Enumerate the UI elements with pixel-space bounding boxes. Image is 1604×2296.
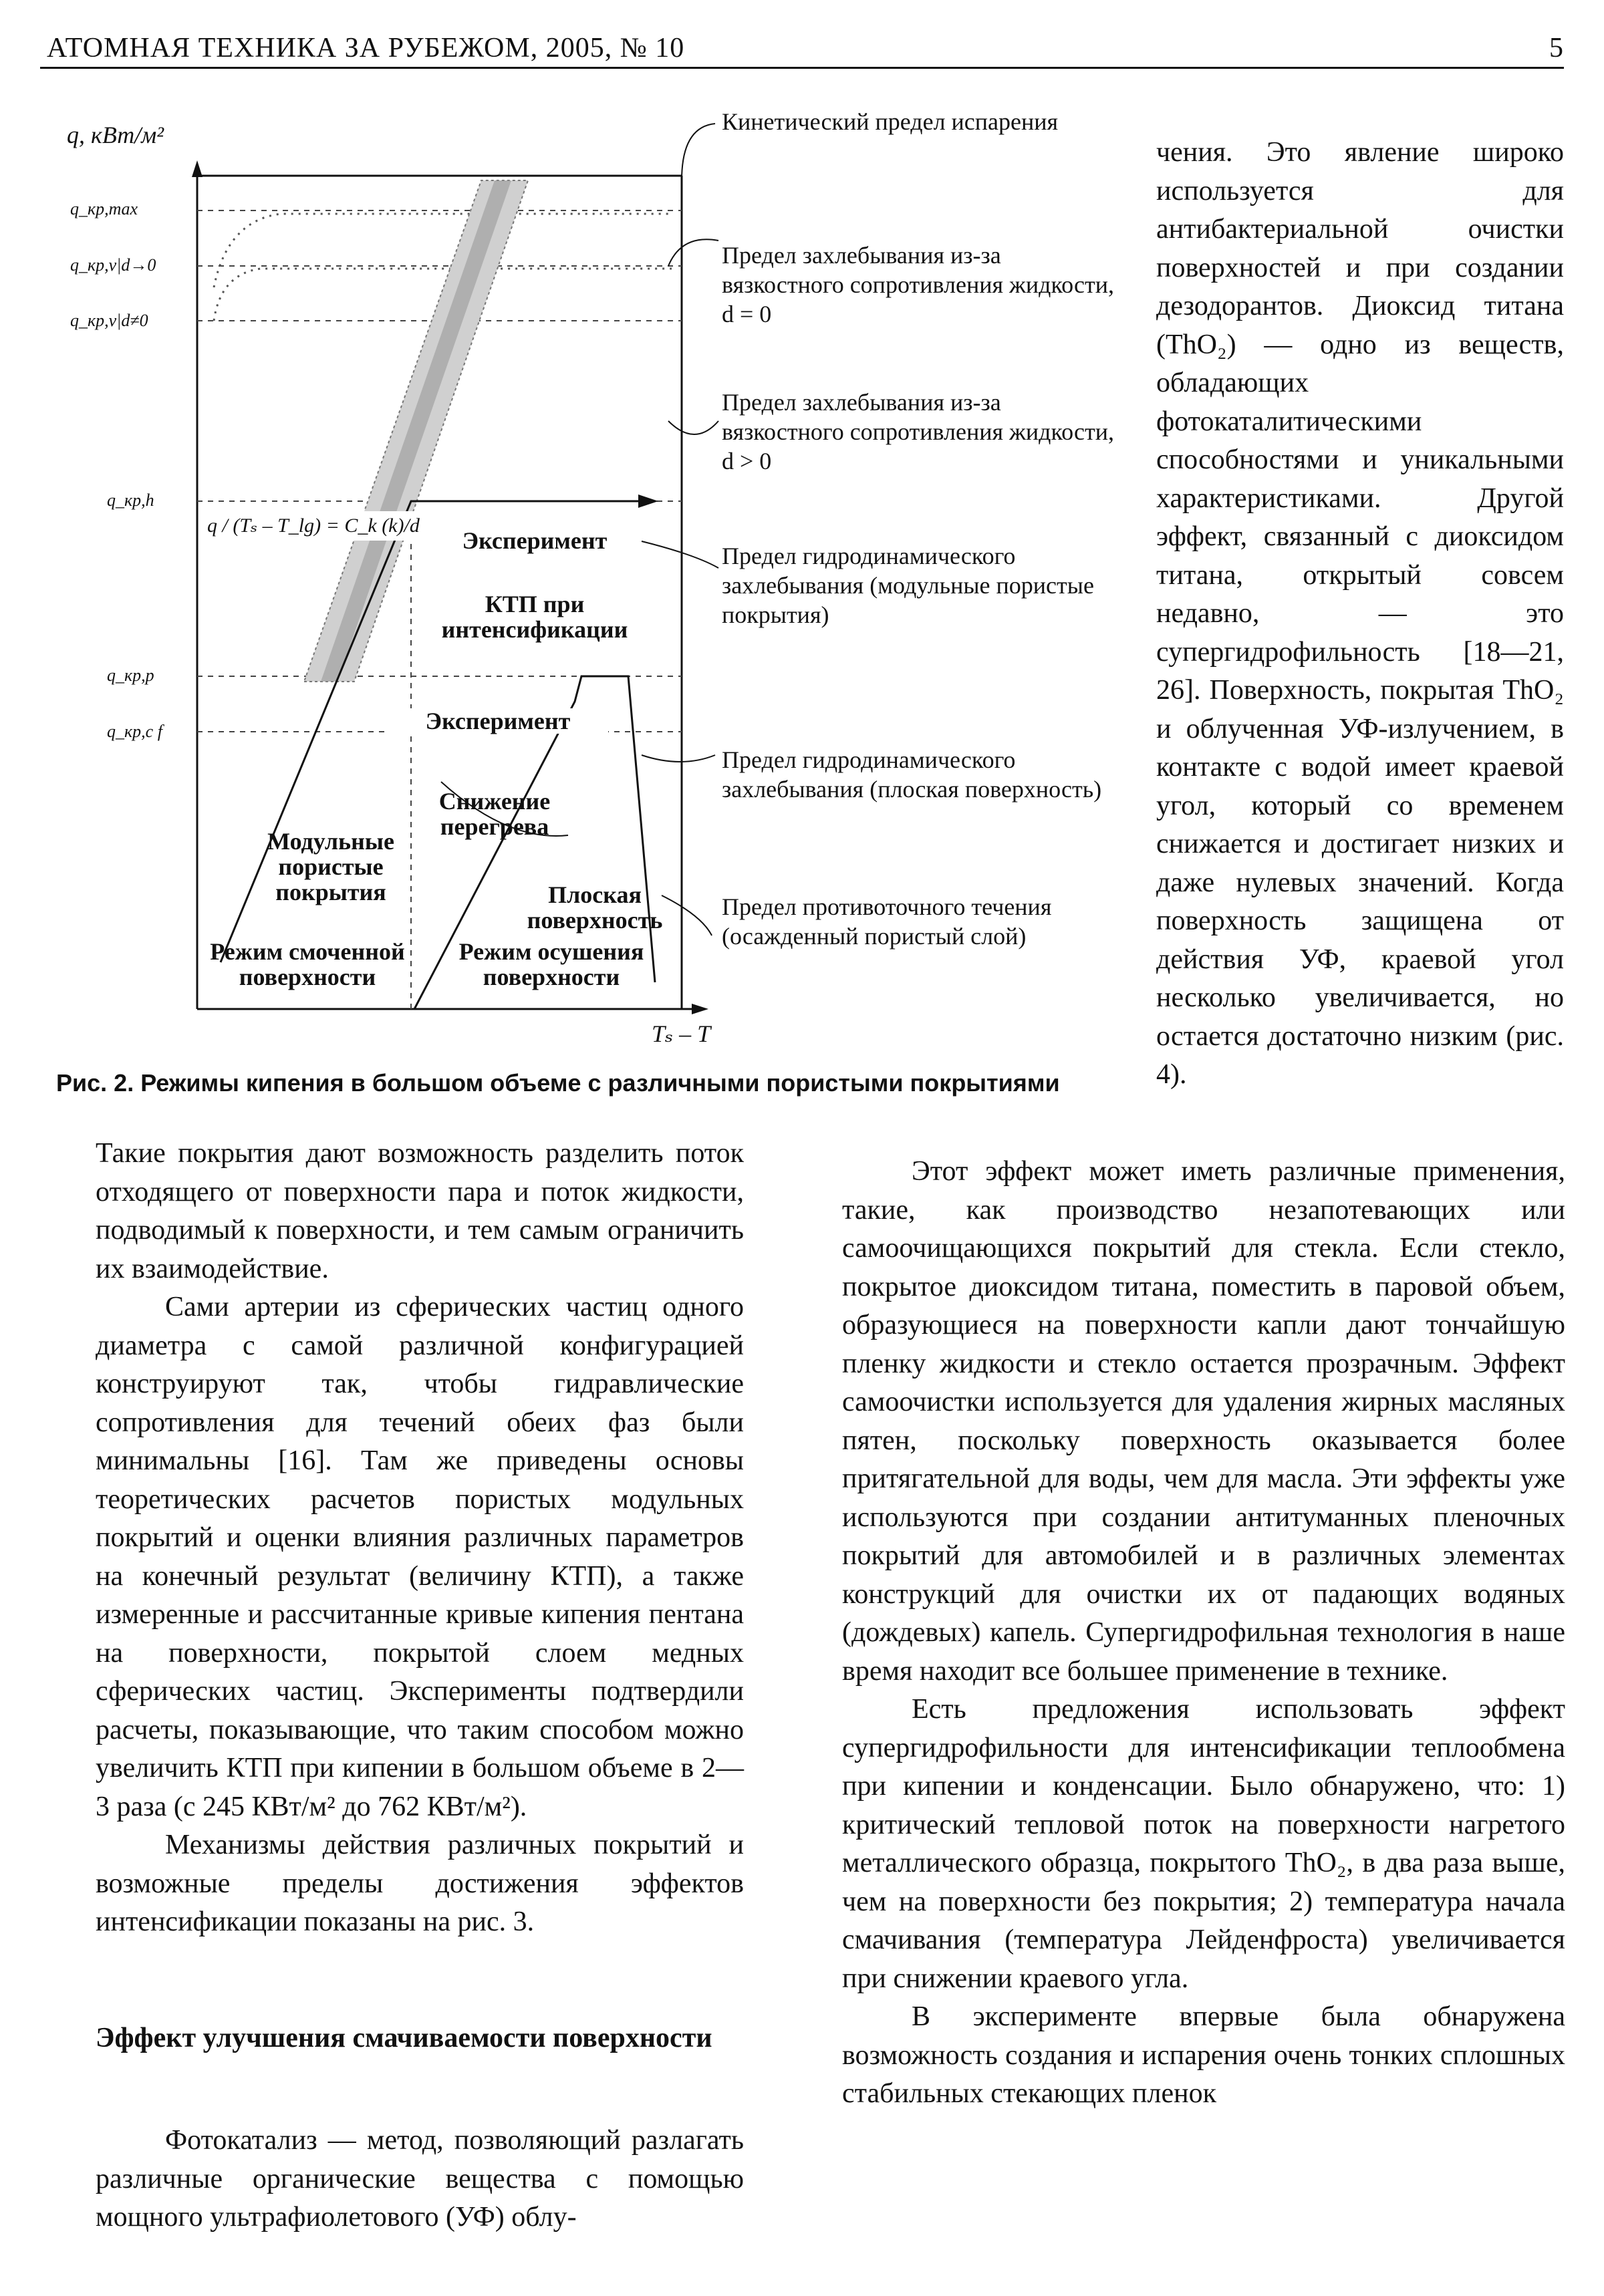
label-dry-mode: Режим осушения поверхности [458,938,644,990]
ytick-qkr-viscous-dne0: q_кр,ν|d≠0 [70,311,148,330]
x-axis-arrow [692,1004,708,1014]
annotation-viscous-dgt0: Предел захлебывания из-за вязкостного сопротивления жидкости, d > 0 [722,389,1115,474]
paragraph: Есть предложения использовать эффект супергидрофильности для интенсификации теплообмена при кипении и конденсации. Было обнаружено, что: 1) критический тепловой поток на поверхности нагретого металлического образца, покрытого ThO₂, в два раза выше, чем на поверхности без покрытия; 2) температура начала смачивания (температура Лейденфроста) увеличивается при снижении краевого угла. [842,1694,1565,1994]
label-wet-mode: Режим смоченной поверхности [210,938,405,990]
label-flat-surface: Плоская поверхность [527,881,663,934]
annotation-hydro-modular: Предел гидродинамического захлебывания (модульные пористые покрытия) [722,543,1094,628]
y-axis-arrow [192,160,203,177]
annotation-viscous-d0: Предел захлебывания из-за вязкостного сопротивления жидкости, d = 0 [722,242,1115,327]
ytick-qkr-cf: q_кр,c f [107,722,162,741]
x-axis-label: Tₛ – T [652,1020,711,1047]
ytick-qkr-h: q_кр,h [107,490,154,510]
figure-boiling-regimes [40,100,1123,1089]
right-bottom-column [842,1153,1565,2114]
section-heading: Эффект улучшения смачиваемости поверхности [96,2023,712,2053]
label-experiment-1: Эксперимент [441,528,628,553]
formula: q / (Tₛ – T_lg) = C_k (k)/d [207,511,420,541]
curve-arrow [638,494,658,508]
journal-title: АТОМНАЯ ТЕХНИКА ЗА РУБЕЖОМ, 2005, № 10 [47,33,685,63]
annotation-leaders [642,124,718,936]
paragraph: Фотокатализ — метод, позволяющий разлагать различные органические вещества с помощью мощного ультрафиолетового (УФ) облу- [96,2125,744,2233]
page-number: 5 [1549,33,1564,63]
label-experiment-2: Эксперимент [388,708,608,734]
left-column-continued [96,2122,744,2237]
kinetic-limit-curve [214,214,672,287]
label-overheat: Снижение перегрева [438,788,551,840]
left-column [96,1135,744,1942]
paragraph: Такие покрытия дают возможность разделить поток отходящего от поверхности пара и поток жидкости, подводимый к поверхности, и тем самым ограничить их взаимодействие. [96,1138,744,1284]
paragraph: Этот эффект может иметь различные применения, такие, как производство незапотевающих или самоочищающихся покрытий для стекла. Если стекло, покрытое диоксидом титана, поместить в паровой объем, образующиеся на поверхности капли дают тончайшую пленку жидкости и стекло остается прозрачным. Эффект самоочистки используется для удаления жирных масляных пятен, поскольку поверхность оказывается более притягательной для воды, чем для масла. Эти эффекты уже используются при создании антитуманных пленочных покрытий для автомобилей и в различных элементах конструкций для очистки их от падающих водяных (дождевых) капель. Супергидрофильная технология в наше время находит все большее применение в технике. [842,1156,1565,1687]
figure-caption: Рис. 2. Режимы кипения в большом объеме с различными пористыми покрытиями [56,1069,1060,1097]
annotation-countercurrent: Предел противоточного течения (осажденный пористый слой) [722,893,1052,950]
ytick-qkr-viscous-d0: q_кр,ν|d→0 [70,255,156,275]
annotation-hydro-flat: Предел гидродинамического захлебывания (плоская поверхность) [722,746,1102,803]
ytick-qkr-max: q_кр,max [70,199,138,219]
ytick-qkr-p: q_кр,p [107,666,154,685]
right-top-column [1156,134,1564,1095]
paragraph: чения. Это явление широко используется для антибактериальной очистки поверхностей и при создании дезодорантов. Диоксид титана (ThO₂) — одно из веществ, обладающих фотокаталитическими способностями и уникальными характеристиками. Другой эффект, связанный с диоксидом титана, открытый совсем недавно, — это супергидрофильность [18—21, 26]. Поверхность, покрытая ThO₂ и облученная УФ-излучением, в контакте с водой имеет краевой угол, который со временем снижается и достигает низких и даже нулевых значений. Когда поверхность защищена от действия УФ, краевой угол несколько увеличивается, но остается достаточно низким (рис. 4). [1156,137,1564,1090]
paragraph: В эксперименте впервые была обнаружена возможность создания и испарения очень тонких сплошных стабильных стекающих пленок [842,2001,1565,2109]
running-header [40,27,1564,69]
paragraph: Механизмы действия различных покрытий и возможные пределы достижения эффектов интенсификации показаны на рис. 3. [96,1830,744,1937]
label-ktp: КТП при интенсификации [441,591,628,643]
paragraph: Сами артерии из сферических частиц одного диаметра с самой различной конфигурацией конструируют так, чтобы гидравлические сопротивления для течений обеих фаз были минимальны [16]. Там же приведены основы теоретических расчетов пористых модульных покрытий и оценки влияния различных параметров на конечный результат (величину КТП), а также измеренные и рассчитанные кривые кипения пентана на поверхности, покрытой слоем медных сферических частиц. Эксперименты подтвердили расчеты, показывающие, что таким способом можно увеличить КТП при кипении в большом объеме в 2—3 раза (с 245 КВт/м² до 762 КВт/м²). [96,1292,744,1822]
y-axis-label: q, кВт/м² [67,122,164,148]
label-modular-coatings: Модульные пористые покрытия [267,828,394,905]
annotation-kinetic-limit: Кинетический предел испарения [722,108,1059,135]
